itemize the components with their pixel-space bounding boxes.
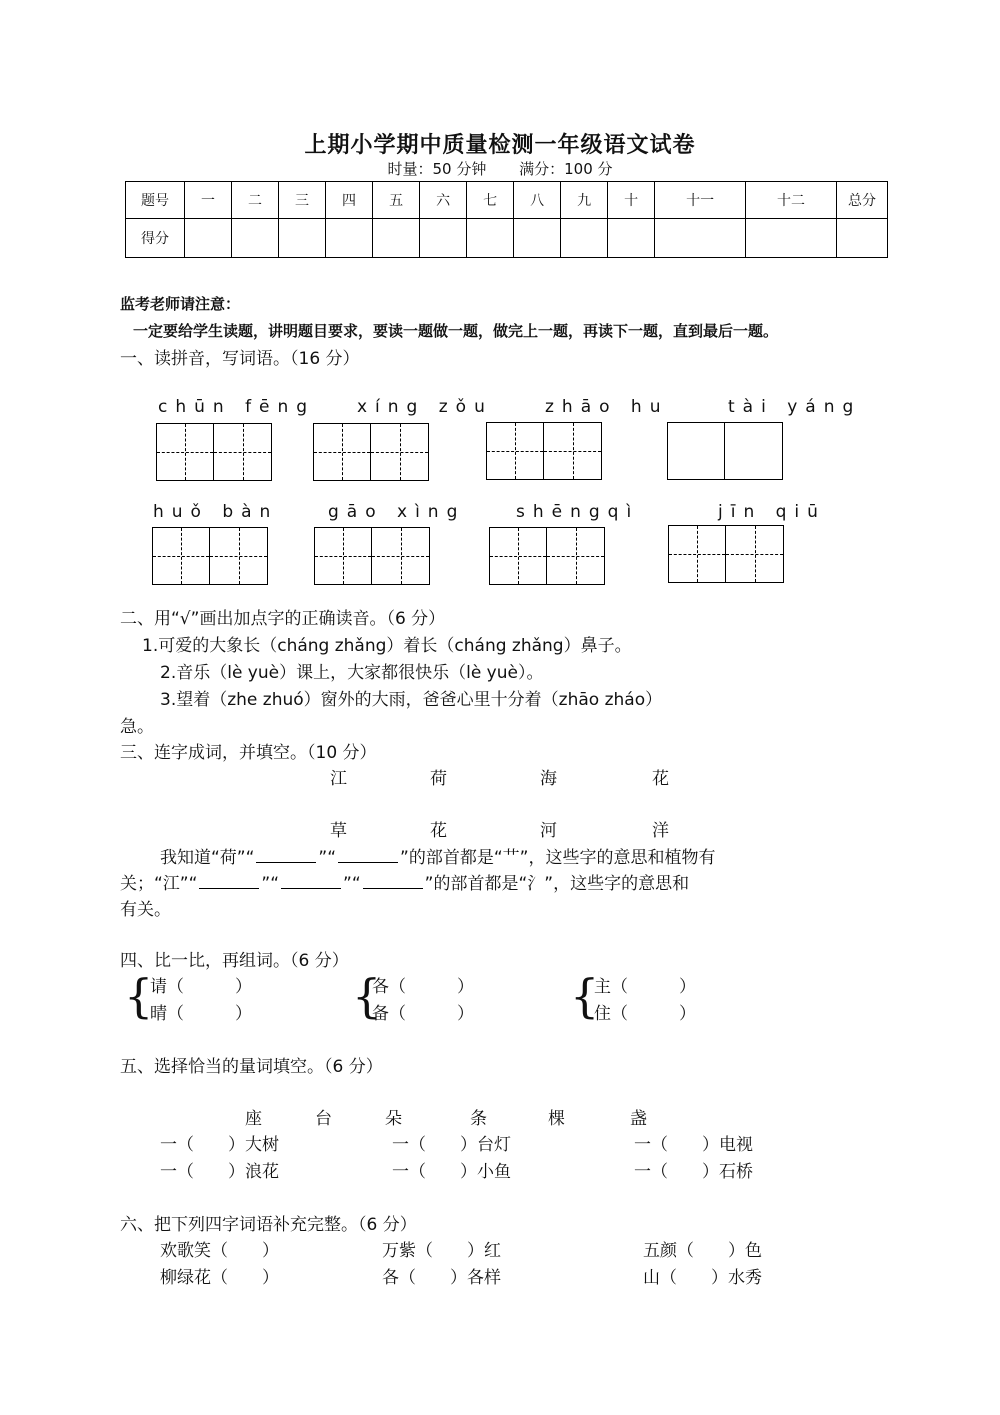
q2-title: 二、用“√”画出加点字的正确读音。（6 分） [120, 609, 446, 629]
score-table-score-row [126, 219, 888, 258]
score-header-cell: 十一 [655, 182, 746, 219]
writing-grid[interactable] [486, 422, 602, 480]
q2-line: 1.可爱的大象长（cháng zhǎng）着长（cháng zhǎng）鼻子。 [142, 636, 632, 656]
score-header-cell: 十 [608, 182, 655, 219]
brace-icon: { [124, 969, 154, 1023]
score-header-cell: 一 [185, 182, 232, 219]
compare-word: 各（ ） [372, 977, 474, 997]
measure-word: 座 [245, 1109, 262, 1129]
q1-title: 一、读拼音，写词语。（16 分） [120, 349, 360, 369]
measure-word: 朵 [385, 1109, 402, 1129]
compare-word: 备（ ） [372, 1004, 474, 1024]
character: 海 [540, 769, 557, 789]
score-header-cell: 五 [373, 182, 420, 219]
score-table [125, 181, 888, 258]
idiom-item: 各（ ）各样 [382, 1268, 501, 1288]
pinyin: zhāo hu [545, 397, 669, 417]
q5-title: 五、选择恰当的量词填空。（6 分） [120, 1057, 383, 1077]
q2-line: 2.音乐（lè yuè）课上，大家都很快乐（lè yuè）。 [160, 663, 544, 683]
score-cell[interactable] [837, 219, 888, 258]
q4-title: 四、比一比，再组词。（6 分） [120, 951, 349, 971]
fill-blank[interactable] [338, 848, 398, 863]
q6-title: 六、把下列四字词语补充完整。（6 分） [120, 1215, 417, 1235]
measure-word: 台 [315, 1109, 332, 1129]
text: ”“ [318, 848, 337, 868]
idiom-item: 万紫（ ）红 [382, 1241, 501, 1261]
writing-grid[interactable] [313, 423, 429, 481]
score-header-cell: 二 [232, 182, 279, 219]
character: 花 [430, 821, 447, 841]
score-header-cell: 三 [279, 182, 326, 219]
compare-word: 请（ ） [150, 977, 252, 997]
score-cell[interactable] [232, 219, 279, 258]
score-cell[interactable] [608, 219, 655, 258]
pinyin: jīn qiū [718, 502, 826, 522]
fill-item: 一（ ）浪花 [160, 1162, 279, 1182]
score-cell[interactable] [655, 219, 746, 258]
pinyin: tài yáng [728, 397, 862, 417]
score-header-cell: 总分 [837, 182, 888, 219]
fill-blank[interactable] [199, 874, 259, 889]
brace-icon: { [352, 969, 382, 1023]
pinyin: xíng zǒu [357, 397, 493, 417]
pinyin: shēngqì [516, 502, 640, 522]
score-header-cell: 四 [326, 182, 373, 219]
fill-blank[interactable] [256, 848, 316, 863]
fill-blank[interactable] [281, 874, 341, 889]
character: 花 [652, 769, 669, 789]
fill-item: 一（ ）小鱼 [392, 1162, 511, 1182]
score-cell[interactable] [326, 219, 373, 258]
score-header-cell: 九 [561, 182, 608, 219]
notice-heading: 监考老师请注意： [120, 295, 241, 313]
pinyin: gāo xìng [328, 502, 466, 522]
score-cell[interactable] [420, 219, 467, 258]
writing-grid[interactable] [668, 525, 784, 583]
score-cell[interactable] [746, 219, 837, 258]
character: 江 [330, 769, 347, 789]
fill-item: 一（ ）台灯 [392, 1135, 511, 1155]
brace-icon: { [570, 969, 600, 1023]
character: 草 [330, 821, 347, 841]
character: 荷 [430, 769, 447, 789]
measure-word: 条 [470, 1109, 487, 1129]
full-score: 满分：100 分 [519, 160, 613, 178]
score-header-cell: 六 [420, 182, 467, 219]
exam-info [0, 158, 1000, 179]
measure-word: 盏 [630, 1109, 647, 1129]
q3-fill-line: 有关。 [120, 900, 171, 920]
fill-item: 一（ ）电视 [634, 1135, 753, 1155]
compare-word: 住（ ） [594, 1004, 696, 1024]
q2-line: 3.望着（zhe zhuó）窗外的大雨，爸爸心里十分着（zhāo zháo） [160, 690, 663, 710]
q3-title: 三、连字成词，并填空。（10 分） [120, 743, 377, 763]
text: ”的部首都是“艹”，这些字的意思和植物有 [400, 848, 716, 868]
q2-line: 急。 [120, 717, 154, 737]
q3-fill-line [160, 843, 715, 868]
notice-text: 一定要给学生读题，讲明题目要求，要读一题做一题，做完上一题，再读下一题，直到最后一题。 [133, 322, 779, 340]
score-cell[interactable] [373, 219, 420, 258]
fill-item: 一（ ）大树 [160, 1135, 279, 1155]
text: ”“ [261, 874, 280, 894]
writing-grid[interactable] [667, 422, 783, 480]
idiom-item: 欢歌笑（ ） [160, 1241, 279, 1261]
text: ”“ [343, 874, 361, 894]
page-title: 上期小学期中质量检测一年级语文试卷 [304, 133, 696, 158]
compare-word: 主（ ） [594, 977, 696, 997]
score-header-cell: 八 [514, 182, 561, 219]
time-limit: 时量：50 分钟 [387, 160, 487, 178]
score-cell[interactable] [185, 219, 232, 258]
character: 河 [540, 821, 557, 841]
idiom-item: 柳绿花（ ） [160, 1268, 279, 1288]
idiom-item: 五颜（ ）色 [643, 1241, 762, 1261]
pinyin: chūn fēng [158, 397, 316, 417]
writing-grid[interactable] [314, 527, 430, 585]
score-header-cell: 十二 [746, 182, 837, 219]
compare-word: 晴（ ） [150, 1004, 252, 1024]
score-cell[interactable] [467, 219, 514, 258]
idiom-item: 山（ ）水秀 [643, 1268, 762, 1288]
pinyin: huǒ bàn [153, 502, 279, 522]
measure-word: 棵 [548, 1109, 565, 1129]
writing-grid[interactable] [489, 527, 605, 585]
writing-grid[interactable] [156, 423, 272, 481]
fill-blank[interactable] [363, 874, 423, 889]
fill-item: 一（ ）石桥 [634, 1162, 753, 1182]
text: 我知道“荷”“ [160, 848, 255, 868]
score-header-cell: 七 [467, 182, 514, 219]
score-row-label: 得分 [126, 219, 185, 258]
character: 洋 [652, 821, 669, 841]
text: 关；“江”“ [120, 874, 198, 894]
score-cell[interactable] [514, 219, 561, 258]
text: ”的部首都是“氵”，这些字的意思和 [424, 874, 690, 894]
score-cell[interactable] [279, 219, 326, 258]
score-header-cell: 题号 [126, 182, 185, 219]
writing-grid[interactable] [152, 527, 268, 585]
score-cell[interactable] [561, 219, 608, 258]
score-table-header-row [126, 182, 888, 219]
q3-fill-line [120, 869, 689, 894]
